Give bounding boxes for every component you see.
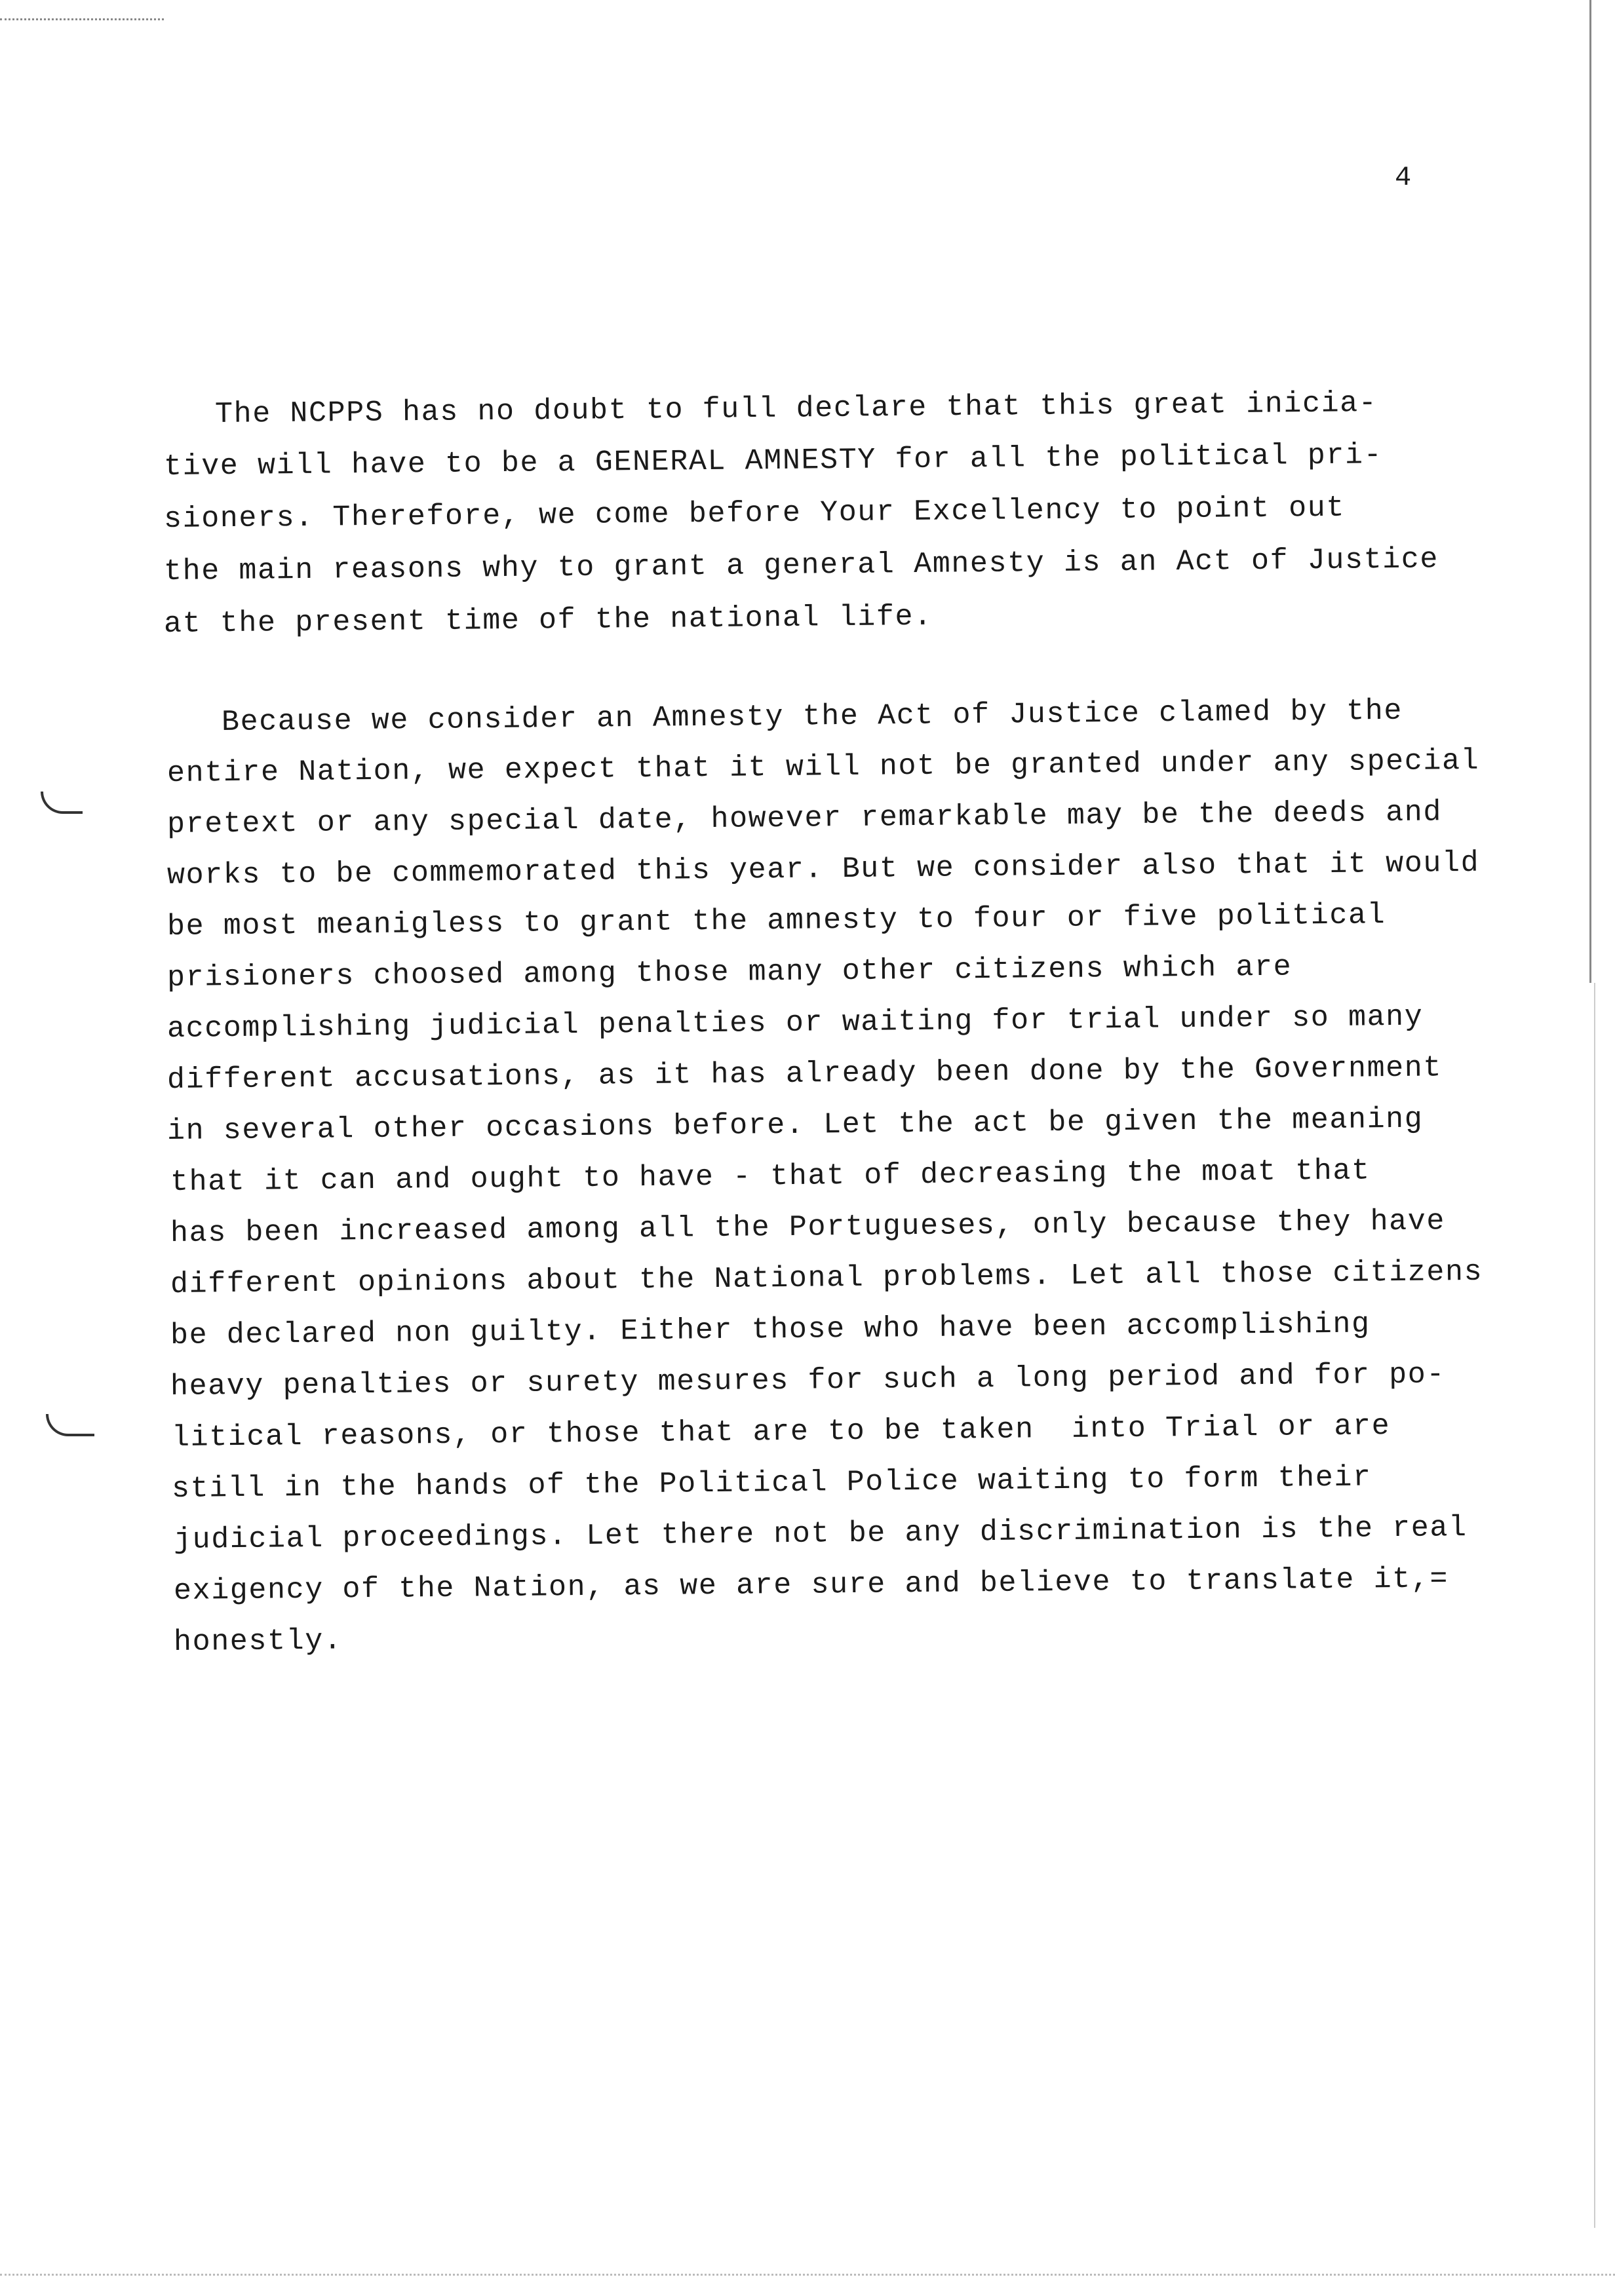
text-line: at the present time of the national life. xyxy=(163,600,933,641)
scan-artifact-top xyxy=(0,18,164,26)
text-line: different accusations, as it has already been done by the Government xyxy=(166,1051,1443,1097)
text-line: accomplishing judicial penalties or waiting for trial under so many xyxy=(166,1000,1424,1046)
text-line: be declared non guilty. Either those who have been accomplishing xyxy=(170,1307,1371,1352)
text-line: different opinions about the National problems. Let all those citizens xyxy=(170,1255,1483,1301)
text-line: litical reasons, or those that are to be taken into Trial or are xyxy=(171,1409,1391,1455)
text-line: the main reasons why to grant a general Amnesty is an Act of Justice xyxy=(163,543,1439,588)
text-line: works to be commemorated this year. But we consider also that it would xyxy=(166,846,1480,892)
text-line: sioners. Therefore, we come before Your Excellency to point out xyxy=(163,491,1346,536)
text-line: exigency of the Nation, as we are sure and believe to translate it,= xyxy=(173,1562,1449,1608)
scan-edge-line xyxy=(1589,0,1591,983)
text-line: in several other occasions before. Let the act be given the meaning xyxy=(166,1102,1424,1148)
text-line: judicial proceedings. Let there not be any discrimination is the real xyxy=(173,1511,1468,1557)
text-line: has been increased among all the Portugueses, only because they have xyxy=(170,1204,1446,1250)
text-line: that it can and ought to have - that of decreasing the moat that xyxy=(170,1154,1371,1199)
text-line: pretext or any special date, however remarkable may be the deeds and xyxy=(166,795,1443,841)
text-line: still in the hands of the Political Police waiting to form their xyxy=(171,1461,1372,1506)
page-number: 4 xyxy=(1395,162,1412,193)
text-line: Because we consider an Amnesty the Act of Justice clamed by the xyxy=(221,694,1403,739)
margin-check-mark xyxy=(46,1414,94,1436)
text-line: tive will have to be a GENERAL AMNESTY for all the political pri- xyxy=(163,438,1383,484)
scan-artifact-bottom xyxy=(0,2274,1615,2282)
text-line: heavy penalties or surety mesures for such a long period and for po- xyxy=(170,1358,1446,1404)
margin-check-mark xyxy=(41,792,83,814)
text-line: The NCPPS has no doubt to full declare that this great inicia- xyxy=(214,386,1378,431)
text-line: honestly. xyxy=(173,1624,343,1659)
text-line: entire Nation, we expect that it will not be granted under any special xyxy=(166,744,1480,790)
text-line: be most meanigless to grant the amnesty to four or five political xyxy=(166,898,1386,944)
scan-edge-line-lower xyxy=(1594,983,1595,2228)
text-line: prisioners choosed among those many other citizens which are xyxy=(166,950,1293,995)
